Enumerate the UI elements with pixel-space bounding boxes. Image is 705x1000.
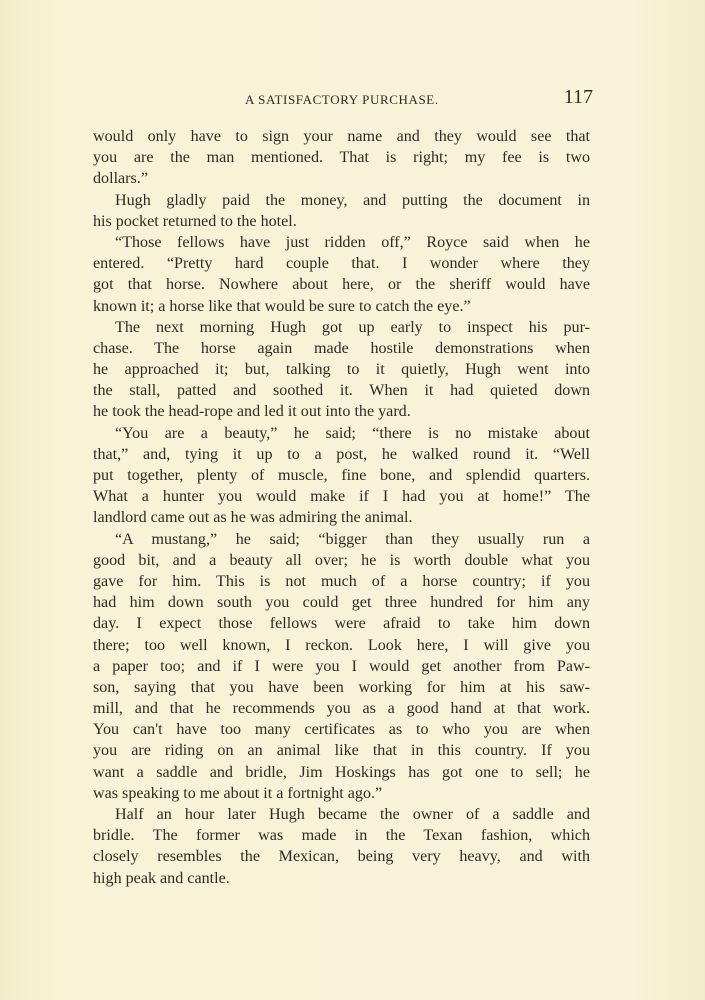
text-line: “A mustang,” he said; “bigger than they usually run a [115,530,590,548]
text-line: the stall, patted and soothed it. When it had quieted down [93,382,590,400]
text-line: mill, and that he recommends you as a good hand at that work. [93,700,590,718]
text-line: The next morning Hugh got up early to inspect his pur- [115,318,590,336]
text-line: got that horse. Nowhere about here, or the sheriff would have [93,276,590,294]
text-line: there; too well known, I reckon. Look here, I will give you [93,636,590,654]
text-line: gave for him. This is not much of a horse country; if you [93,572,590,590]
text-line: “Those fellows have just ridden off,” Royce said when he [115,233,590,251]
text-line: would only have to sign your name and they would see that [93,128,590,145]
text-line: high peak and cantle. [93,869,230,887]
text-line: put together, plenty of muscle, fine bone, and splendid quarters. [93,467,590,484]
text-line: a paper too; and if I were you I would get another from Paw- [93,657,590,675]
text-line: closely resembles the Mexican, being very heavy, and with [93,848,590,866]
page-number: 117 [563,86,593,108]
text-line: chase. The horse again made hostile demonstrations when [93,339,590,357]
text-line: his pocket returned to the hotel. [93,212,297,230]
running-title: A SATISFACTORY PURCHASE. [245,92,439,107]
text-line: good bit, and a beauty all over; he is worth double what you [93,551,590,569]
text-line: dollars.” [93,170,148,188]
text-line: landlord came out as he was admiring the animal. [93,509,413,527]
text-line: he took the head-rope and led it out into the yard. [93,403,411,421]
body-text [93,126,590,889]
text-line: entered. “Pretty hard couple that. I wonder where they [93,255,590,273]
text-line: son, saying that you have been working for him at his saw- [93,678,590,696]
text-line: he approached it; but, talking to it quietly, Hugh went into [93,361,590,379]
text-line: that,” and, tying it up to a post, he walked round it. “Well [93,445,590,463]
text-line: want a saddle and bridle, Jim Hoskings has got one to sell; he [93,763,590,781]
text-line: known it; a horse like that would be sure to catch the eye.” [93,297,471,315]
text-line: you are the man mentioned. That is right; my fee is two [93,149,590,167]
text-line: Half an hour later Hugh became the owner of a saddle and [115,806,590,823]
text-line: What a hunter you would make if I had you at home!” The [93,488,590,506]
page-header [93,86,593,112]
text-line: bridle. The former was made in the Texan fashion, which [93,827,590,845]
text-line: had him down south you could get three hundred for him any [93,594,590,612]
text-line: You can't have too many certificates as to who you are when [93,721,590,739]
text-line: day. I expect those fellows were afraid to take him down [93,615,590,633]
text-line: “You are a beauty,” he said; “there is no mistake about [115,424,590,442]
text-line: you are riding on an animal like that in this country. If you [93,742,590,760]
text-line: was speaking to me about it a fortnight ago.” [93,784,383,802]
text-line: Hugh gladly paid the money, and putting the document in [115,191,590,209]
